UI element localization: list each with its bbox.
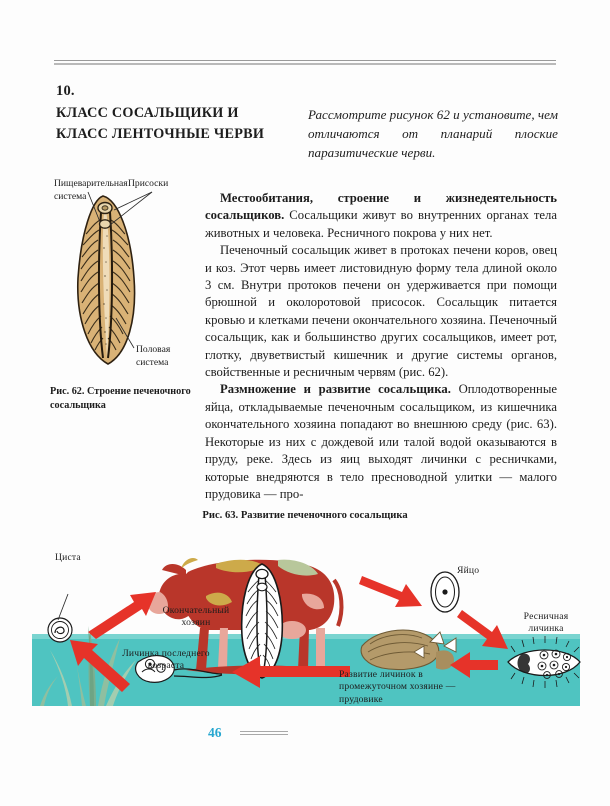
footer-rule-line-1 — [240, 731, 288, 732]
figure-62-illustration — [48, 178, 198, 393]
cyst-leader-line — [58, 594, 68, 620]
paragraph-2 — [205, 242, 557, 381]
label-cyst: Циста — [55, 552, 81, 563]
label-egg: Яйцо — [457, 565, 480, 576]
arrow-cyst-to-cow — [88, 592, 156, 639]
paragraph-3-text: Оплодотворенные яйца, откладываемые печеночным сосальщиком, из кишечника окончательного хозяина попадают во внешнюю среду (рис. 63). Некоторые из них с дождевой или талой водой оказываются в пруду, реке. Здесь из яиц выходят личинки с ресничками, которые внедряются в тело пресноводной улитки — малого прудовика — про- — [205, 382, 557, 501]
footer-rule-line-2 — [240, 734, 288, 735]
cyst-icon — [48, 618, 72, 642]
label-genital-system: Половая система — [136, 344, 171, 368]
paragraph-3 — [205, 381, 557, 503]
label-digestive-system: Пищеварительная система — [54, 178, 128, 202]
label-ciliated-larva: Ресничная личинка — [523, 611, 569, 635]
figure-62-caption: Рис. 62. Строение печеночного сосальщика — [50, 386, 191, 411]
paragraph-2-text: Печеночный сосальщик живет в протоках печени коров, овец и коз. Этот червь имеет листовидную форму тела длиной около 3 см. Внутри протоков печени он удерживается при помощи брюшной и околоротовой присосок. Сосальщик питается кровью и клетками печени окончательного хозяина. Печеночный сосальщик, как и большинство других сосальщиков, имеет рот, глотку, двуветвистый кишечник и другие системы органов, свойственные и ресничным червям (рис. 62). — [205, 243, 557, 380]
arrow-cow-to-egg — [359, 576, 422, 607]
label-suckers: Присоски — [128, 178, 169, 189]
footer-rule — [240, 731, 288, 736]
page-number: 46 — [208, 725, 222, 740]
header-rule-line-2 — [54, 63, 556, 65]
egg-icon — [431, 572, 459, 612]
paragraph-1-text: Сосальщики живут во внутренних органах тела животных и человека. Ресничного покрова у них нет. — [205, 208, 557, 240]
label-last-stage-larva: Личинка последнего возраста — [122, 648, 210, 672]
figure-63-caption: Рис. 63. Развитие печеночного сосальщика — [202, 510, 408, 521]
chapter-number: 10. — [56, 83, 75, 99]
label-intermediate-host: Развитие личинок в промежуточном хозяине — прудовике — [339, 669, 456, 705]
paragraph-1 — [205, 190, 557, 242]
label-final-host: Окончательный хозяин — [162, 605, 230, 629]
header-rule — [54, 60, 556, 65]
ventral-sucker — [100, 220, 111, 228]
body-text-column — [205, 190, 557, 503]
header-rule-line-1 — [54, 60, 556, 61]
task-prompt: Рассмотрите рисунок 62 и установите, чем отличаются от планарий плоские паразитические черви. — [308, 107, 558, 160]
paragraph-3-lead: Размножение и развитие сосальщика. — [220, 382, 451, 397]
page-title: КЛАСС СОСАЛЬЩИКИ И КЛАСС ЛЕНТОЧНЫЕ ЧЕРВИ — [56, 105, 265, 142]
paragraph-1-lead: Местообитания, строение и жизнедеятельность сосальщиков. — [205, 191, 557, 223]
